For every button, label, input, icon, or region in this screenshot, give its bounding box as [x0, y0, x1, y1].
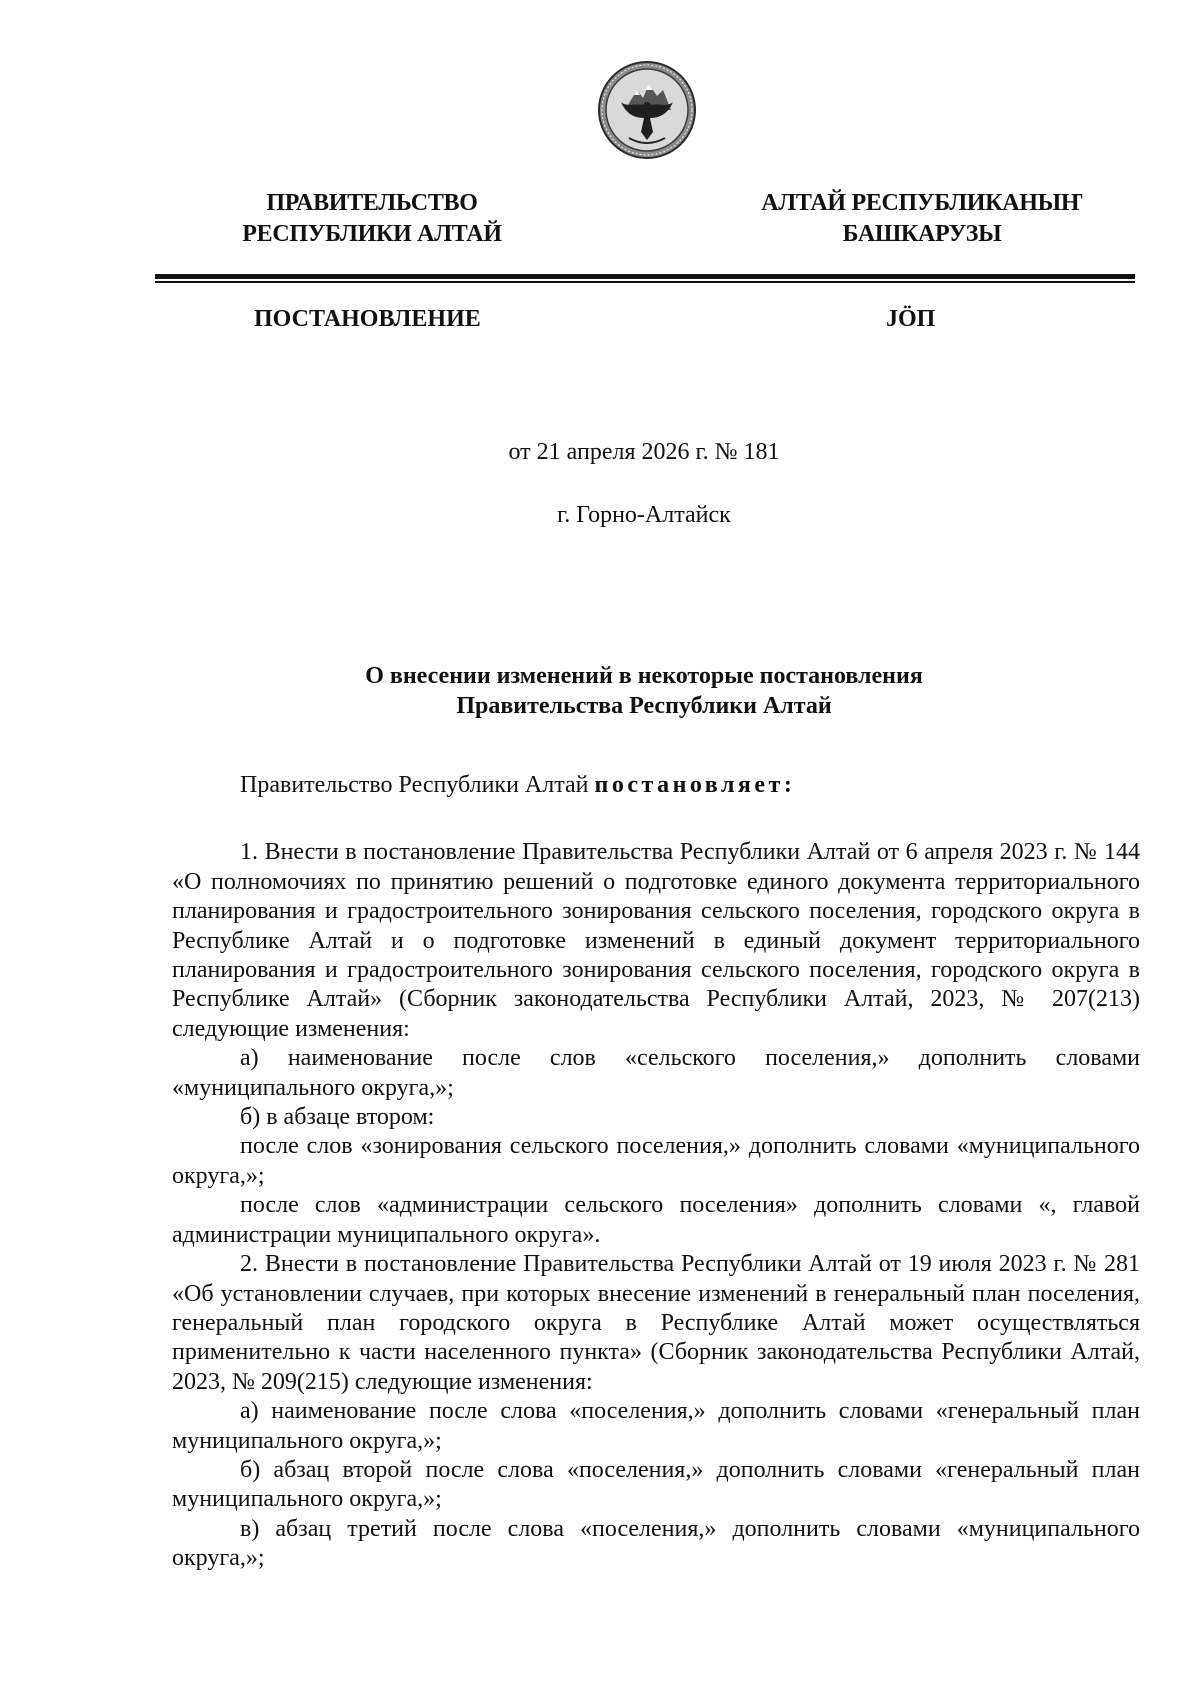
title-line2: Правительства Республики Алтай: [456, 693, 832, 719]
header-left: [212, 188, 532, 250]
header-right-line2: БАШКАРУЗЫ: [842, 221, 1002, 247]
document-body: [172, 771, 1140, 1574]
header-divider-thin: [155, 281, 1135, 283]
intro-prefix: Правительство Республики Алтай: [240, 772, 589, 798]
document-title: [0, 661, 1200, 721]
paragraph-1b-item2: после слов «администрации сельского поселения» дополнить словами «, главой администрации муниципального округа».: [172, 1192, 1140, 1248]
header-right: [743, 188, 1101, 250]
title-line1: О внесении изменений в некоторые постановления: [365, 663, 923, 689]
city-line: г. Горно-Алтайск: [557, 502, 731, 528]
date-number-line: от 21 апреля 2026 г. № 181: [508, 439, 780, 465]
paragraph-2b: б) абзац второй после слова «поселения,» дополнить словами «генеральный план муниципального округа,»;: [172, 1456, 1140, 1513]
doc-type-russian: ПОСТАНОВЛЕНИЕ: [254, 306, 481, 332]
header-divider-thick: [155, 274, 1135, 279]
paragraph-2c: в) абзац третий после слова «поселения,» дополнить словами «муниципального округа,»;: [172, 1515, 1140, 1572]
header-right-line1: АЛТАЙ РЕСПУБЛИКАНЫҤ: [761, 190, 1083, 216]
paragraph-2a: а) наименование после слова «поселения,» дополнить словами «генеральный план муниципального округа,»;: [172, 1398, 1140, 1454]
coat-of-arms-emblem: [597, 60, 697, 160]
intro-paragraph: [172, 771, 1140, 800]
paragraph-2: 2. Внести в постановление Правительства Республики Алтай от 19 июля 2023 г. № 281 «Об установлении случаев, при которых внесение изменений в генеральный план поселения, генеральный план городского округа в Республике Алтай может осуществляться применительно к части населенного пункта» (Сборник законодательства Республики Алтай, 2023, № 209(215) следующие изменения:: [172, 1251, 1140, 1395]
intro-emphasis: постановляет:: [594, 772, 796, 798]
paragraph-1b-item1: после слов «зонирования сельского поселения,» дополнить словами «муниципального округа,»;: [172, 1133, 1140, 1189]
paragraph-1: 1. Внести в постановление Правительства Республики Алтай от 6 апреля 2023 г. № 144 «О полномочиях по принятию решений о подготовке единого документа территориального планирования и градостроительного зонирования сельского поселения, городского округа в Республике Алтай и о подготовке изменений в единый документ территориального планирования и градостроительного зонирования сельского поселения, городского округа в Республике Алтай» (Сборник законодательства Республики Алтай, 2023, № 207(213) следующие изменения:: [172, 839, 1140, 1042]
paragraph-1a: а) наименование после слов «сельского поселения,» дополнить словами «муниципального округа,»;: [172, 1045, 1140, 1101]
paragraph-1b: б) в абзаце втором:: [240, 1104, 435, 1131]
header-left-line1: ПРАВИТЕЛЬСТВО: [266, 190, 478, 216]
header-left-line2: РЕСПУБЛИКИ АЛТАЙ: [242, 221, 502, 247]
doc-type-altai: ЈÖП: [886, 306, 936, 332]
